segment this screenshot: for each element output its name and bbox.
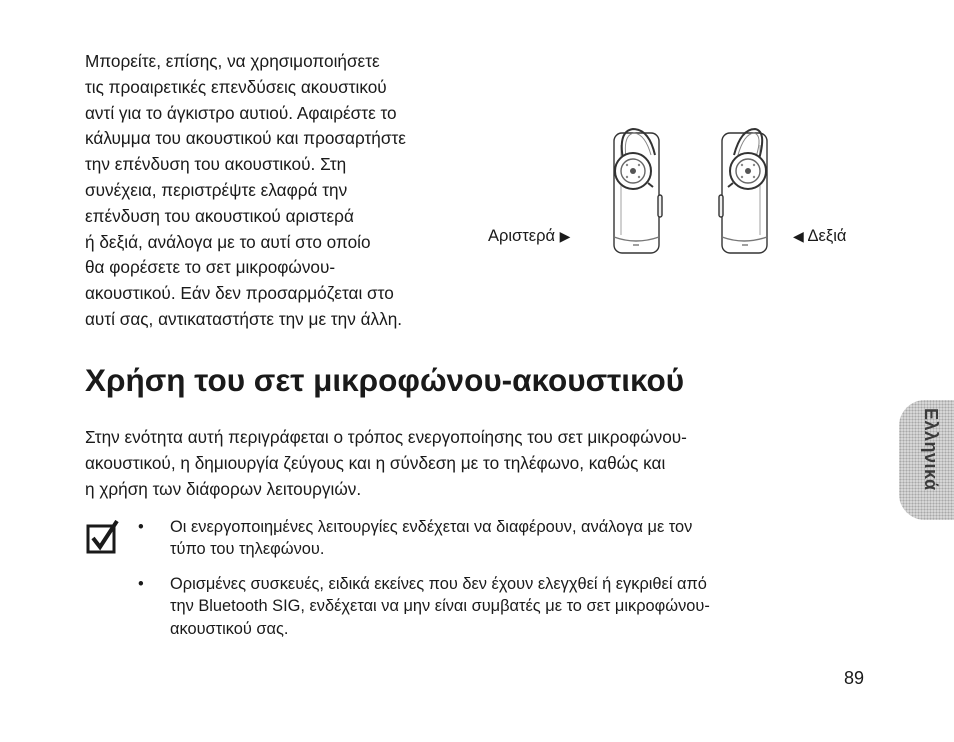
intro-line: ακουστικού. Εάν δεν προσαρμόζεται στο: [85, 283, 394, 304]
left-label-text: Αριστερά: [488, 227, 556, 245]
language-tab-label: Ελληνικά: [921, 408, 941, 491]
note-line: τύπο του τηλεφώνου.: [170, 540, 325, 559]
intro-line: επένδυση του ακουστικού αριστερά: [85, 205, 354, 226]
note-line: Ορισμένες συσκευές, ειδικά εκείνες που δεν έχουν ελεγχθεί ή εγκριθεί από: [170, 574, 707, 593]
note-line: την Bluetooth SIG, ενδέχεται να μην είναι συμβατές με το σετ μικροφώνου-: [170, 597, 710, 616]
note-line: Οι ενεργοποιημένες λειτουργίες ενδέχεται να διαφέρουν, ανάλογα με τον: [170, 518, 693, 536]
arrow-left-icon: ◀: [793, 228, 804, 244]
left-label: [488, 227, 570, 246]
earpiece-illustration: [483, 125, 873, 265]
notes-list: [138, 516, 898, 652]
intro-line: θα φορέσετε το σετ μικροφώνου-: [85, 257, 336, 278]
intro-line: Μπορείτε, επίσης, να χρησιμοποιήσετε: [85, 51, 380, 71]
right-label: [793, 227, 846, 246]
language-side-tab: [899, 400, 954, 520]
section-title: Χρήση του σετ μικροφώνου-ακουστικού: [85, 362, 685, 398]
right-headset-drawing: [719, 129, 767, 253]
intro-line: αυτί σας, αντικαταστήστε την με την άλλη.: [85, 308, 403, 329]
bullet-icon: •: [138, 574, 144, 593]
page-number: 89: [844, 668, 865, 688]
intro-line: κάλυμμα του ακουστικού και προσαρτήστε: [85, 128, 406, 149]
note-item: [138, 516, 898, 561]
intro-paragraph: [85, 49, 505, 333]
arrow-right-icon: ▶: [559, 228, 571, 244]
checkbox-check-icon: [86, 520, 120, 554]
intro-line: αντί για το άγκιστρο αυτιού. Αφαιρέστε το: [85, 102, 397, 123]
note-item: [138, 573, 898, 640]
section-paragraph: [85, 425, 875, 502]
section-line: Στην ενότητα αυτή περιγράφεται ο τρόπος ενεργοποίησης του σετ μικροφώνου-: [85, 427, 687, 447]
section-line: ακουστικού, η δημιουργία ζεύγους και η σύνδεση με το τηλέφωνο, καθώς και: [85, 452, 666, 473]
section-line: η χρήση των διάφορων λειτουργιών.: [85, 478, 362, 499]
right-label-text: Δεξιά: [807, 227, 847, 245]
bullet-icon: •: [138, 518, 144, 536]
left-headset-drawing: [614, 129, 662, 253]
intro-line: τις προαιρετικές επενδύσεις ακουστικού: [85, 76, 387, 97]
intro-line: την επένδυση του ακουστικού. Στη: [85, 154, 347, 175]
intro-line: συνέχεια, περιστρέψτε ελαφρά την: [85, 179, 348, 200]
intro-line: ή δεξιά, ανάλογα με το αυτί στο οποίο: [85, 231, 371, 252]
note-line: ακουστικού σας.: [170, 619, 289, 638]
